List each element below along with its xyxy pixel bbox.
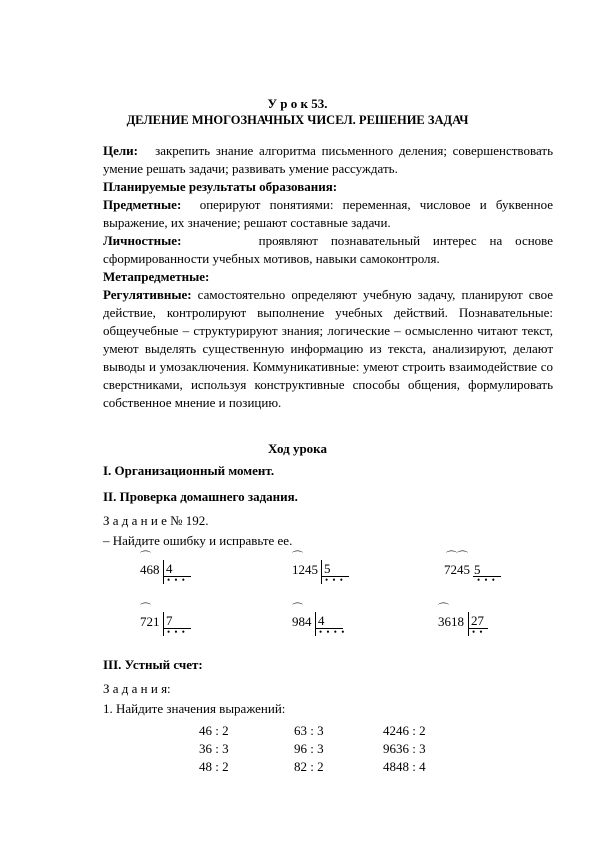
expression: 4848 : 4 — [383, 759, 426, 774]
divisor: 7 — [166, 613, 173, 628]
goals-label: Цели: — [103, 143, 138, 158]
dividend: 721 — [140, 614, 160, 629]
divisor: 4 — [166, 561, 173, 576]
section-organizational: I. Организационный момент. — [103, 463, 275, 478]
quotient-dots: • • — [472, 627, 484, 637]
lesson-title: ДЕЛЕНИЕ МНОГОЗНАЧНЫХ ЧИСЕЛ. РЕШЕНИЕ ЗАДАЧ — [126, 113, 469, 127]
expression: 36 : 3 — [199, 741, 229, 756]
expression: 4246 : 2 — [383, 723, 426, 738]
carry-arc-icon: ⌒ — [292, 551, 303, 563]
tasks-label: З а д а н и я: — [103, 681, 171, 696]
division-bar — [321, 560, 322, 584]
division-bar — [315, 612, 316, 636]
quotient-dots: • • • — [167, 575, 186, 585]
carry-arc-icon: ⌒⌒ — [446, 551, 468, 563]
quotient-dots: • • • — [477, 575, 496, 585]
division-bar — [163, 560, 164, 584]
meta-heading-text: Метапредметные: — [103, 269, 210, 284]
division-example — [292, 604, 352, 638]
divisor: 27 — [471, 613, 484, 628]
divisor: 4 — [318, 613, 325, 628]
dividend: 3618 — [438, 614, 464, 629]
expression: 48 : 2 — [199, 759, 229, 774]
quotient-dots: • • • — [325, 575, 344, 585]
goals-paragraph — [103, 142, 553, 178]
division-example — [438, 604, 498, 638]
expression: 63 : 3 — [294, 723, 324, 738]
subject-text: оперируют понятиями: переменная, числовое и буквенное выражение, их значение; решают составные задачи. — [103, 197, 553, 230]
division-bar — [468, 612, 469, 636]
task1-instruction: 1. Найдите значения выражений: — [103, 701, 286, 716]
course-heading: Ход урока — [268, 441, 327, 456]
dividend: 468 — [140, 562, 160, 577]
task-instruction: – Найдите ошибку и исправьте ее. — [103, 533, 293, 548]
division-example — [140, 552, 200, 586]
division-bar — [163, 612, 164, 636]
expression: 46 : 2 — [199, 723, 229, 738]
expression: 9636 : 3 — [383, 741, 426, 756]
regulative-text: самостоятельно определяют учебную задачу, планируют свое действие, контролируют выполнение учебных действий. Познавательные: общеучебные – структурируют знания; логические – осмысленно читают текст, умеют выделять существенную информацию из текста, анализируют, делают выводы и умозаключения. Коммуникативные: умеют строить взаимодействие со сверстниками, используя конструктивные способы общения, формулировать собственное мнение и позицию. — [103, 287, 553, 410]
division-example — [292, 552, 352, 586]
quotient-dots: • • • • — [319, 627, 346, 637]
subject-label: Предметные: — [103, 197, 182, 212]
subject-results-paragraph — [103, 196, 553, 232]
personal-label: Личностные: — [103, 233, 182, 248]
division-example — [444, 552, 504, 586]
personal-results-paragraph — [103, 232, 553, 268]
planned-results-heading — [103, 178, 553, 196]
dividend: 7245 — [444, 562, 470, 577]
dividend: 984 — [292, 614, 312, 629]
expression: 96 : 3 — [294, 741, 324, 756]
carry-arc-icon: ⌒ — [438, 603, 449, 615]
regulative-paragraph — [103, 286, 553, 412]
carry-arc-icon: ⌒ — [292, 603, 303, 615]
carry-arc-icon: ⌒ — [140, 551, 151, 563]
planned-results-heading-text: Планируемые результаты образования: — [103, 179, 338, 194]
lesson-number: У р о к 53. — [267, 96, 328, 111]
task-label: З а д а н и е № 192. — [103, 513, 209, 528]
regulative-label: Регулятивные: — [103, 287, 192, 302]
personal-text: проявляют познавательный интерес на основе сформированности учебных мотивов, навыки самоконтроля. — [103, 233, 553, 266]
meta-heading — [103, 268, 553, 286]
quotient-dots: • • • — [167, 627, 186, 637]
dividend: 1245 — [292, 562, 318, 577]
goals-text: закрепить знание алгоритма письменного деления; совершенствовать умение решать задачи; развивать умение рассуждать. — [103, 143, 553, 176]
divisor: 5 — [324, 561, 331, 576]
section-homework-check: II. Проверка домашнего задания. — [103, 489, 298, 504]
division-example — [140, 604, 200, 638]
divisor: 5 — [474, 562, 481, 577]
expression: 82 : 2 — [294, 759, 324, 774]
carry-arc-icon: ⌒ — [140, 603, 151, 615]
section-mental-math: III. Устный счет: — [103, 657, 203, 672]
